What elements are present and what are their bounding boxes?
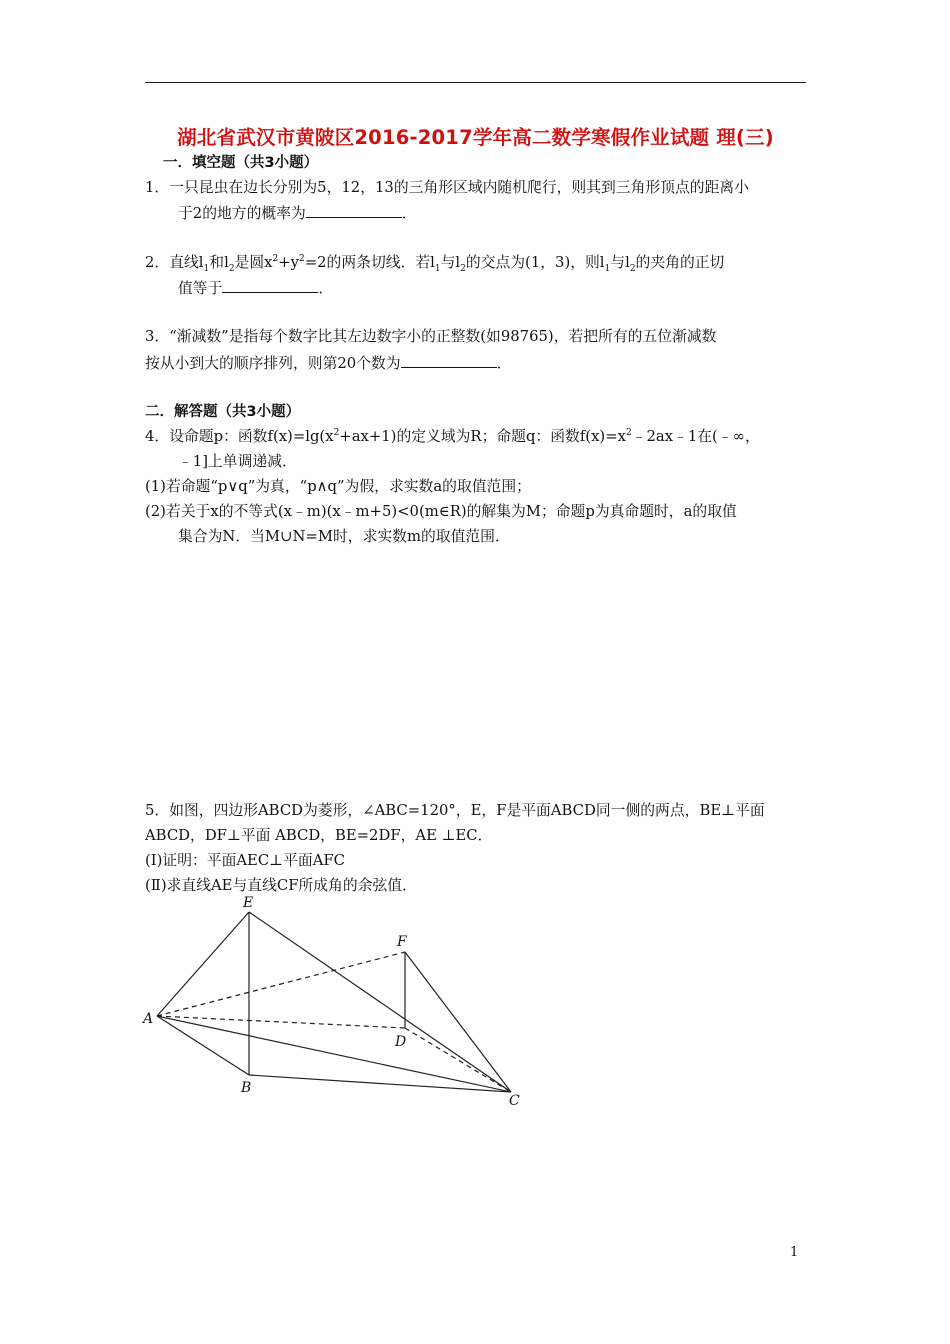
q4-text-a: 4．设命题p：函数f(x)=lg(x xyxy=(145,428,334,445)
question-3-line-1: 3．“渐减数”是指每个数字比其左边数字小的正整数(如98765)，若把所有的五位渐减数 xyxy=(145,328,717,345)
question-5-part-2: (Ⅱ)求直线AE与直线CF所成角的余弦值． xyxy=(145,877,417,894)
q2-text-i: 的夹角的正切 xyxy=(635,254,725,271)
q2-sub-1: 1 xyxy=(203,263,210,274)
question-1-end: ． xyxy=(401,205,417,222)
q4-text-b: +ax+1)的定义域为R；命题q：函数f(x)=x xyxy=(339,428,626,445)
question-1-line-1: 1．一只昆虫在边长分别为5，12，13的三角形区域内随机爬行，则其到三角形顶点的距离小 xyxy=(145,179,749,196)
question-1-text: 于2的地方的概率为 xyxy=(178,205,306,222)
q2-sub-4: 2 xyxy=(460,263,466,274)
page-number: 1 xyxy=(790,1245,799,1260)
edge-AB xyxy=(157,1016,249,1075)
q4-text-c: ﹣2ax﹣1在(﹣∞， xyxy=(631,428,760,445)
vertex-label-B: B xyxy=(241,1080,252,1096)
question-4-part-2-line-1: (2)若关于x的不等式(x﹣m)(x﹣m+5)<0(m∈R)的解集为M；命题p为真命题时，a的取值 xyxy=(145,503,737,520)
question-4-part-1: (1)若命题“p∨q”为真，“p∧q”为假，求实数a的取值范围； xyxy=(145,478,531,495)
q4-sup-2: 2 xyxy=(625,428,632,439)
edge-FC xyxy=(405,952,511,1092)
question-4-part-2-line-2: 集合为N．当M∪N=M时，求实数m的取值范围． xyxy=(178,528,510,545)
q2-sup-1: 2 xyxy=(272,254,279,265)
q2-text-g: 的交点为(1，3)，则l xyxy=(465,254,605,271)
question-5-line-2: ABCD，DF⊥平面 ABCD，BE=2DF，AE ⊥EC． xyxy=(145,827,493,844)
q2-sub-5: 1 xyxy=(604,263,611,274)
edge-AD-hidden xyxy=(157,1016,405,1028)
q2-text-line2: 值等于 xyxy=(178,280,223,297)
q2-text-f: 与l xyxy=(440,254,461,271)
q3-text-line2: 按从小到大的顺序排列，则第20个数为 xyxy=(145,355,401,372)
vertex-label-C: C xyxy=(509,1093,520,1109)
q2-end: ． xyxy=(318,280,334,297)
edge-EC xyxy=(249,912,511,1092)
q2-text-b: 和l xyxy=(209,254,229,271)
vertex-label-E: E xyxy=(243,895,254,911)
vertex-label-A: A xyxy=(143,1011,154,1027)
q3-end: ． xyxy=(496,355,512,372)
question-5-line-1: 5．如图，四边形ABCD为菱形，∠ABC=120°，E，F是平面ABCD同一侧的两点，BE⊥平面 xyxy=(145,802,765,819)
q4-sup-1: 2 xyxy=(333,428,340,439)
q2-sub-3: 1 xyxy=(434,263,441,274)
q2-sub-6: 2 xyxy=(629,263,636,274)
q2-text-c: 是圆x xyxy=(234,254,273,271)
vertex-label-D: D xyxy=(395,1034,407,1050)
q2-text-e: =2的两条切线．若l xyxy=(304,254,435,271)
q2-text-a: 2．直线l xyxy=(145,254,204,271)
section-heading-answer: 二．解答题（共3小题） xyxy=(145,404,301,420)
question-5-part-1: (Ⅰ)证明：平面AEC⊥平面AFC xyxy=(145,852,345,869)
edge-DC-hidden xyxy=(405,1028,511,1092)
edge-AF-hidden xyxy=(157,952,405,1016)
question-4-line-2: ﹣1]上单调递减． xyxy=(178,453,297,470)
page-title: 湖北省武汉市黄陂区2016-2017学年高二数学寒假作业试题 理(三) xyxy=(177,126,774,149)
q2-text-d: +y xyxy=(278,254,299,271)
edge-AE xyxy=(157,912,249,1016)
section-heading-fill-blank: 一．填空题（共3小题） xyxy=(163,155,319,171)
vertex-label-F: F xyxy=(397,934,407,950)
q2-sup-2: 2 xyxy=(299,254,305,265)
q2-sub-2: 2 xyxy=(228,263,235,274)
q2-text-h: 与l xyxy=(610,254,630,271)
